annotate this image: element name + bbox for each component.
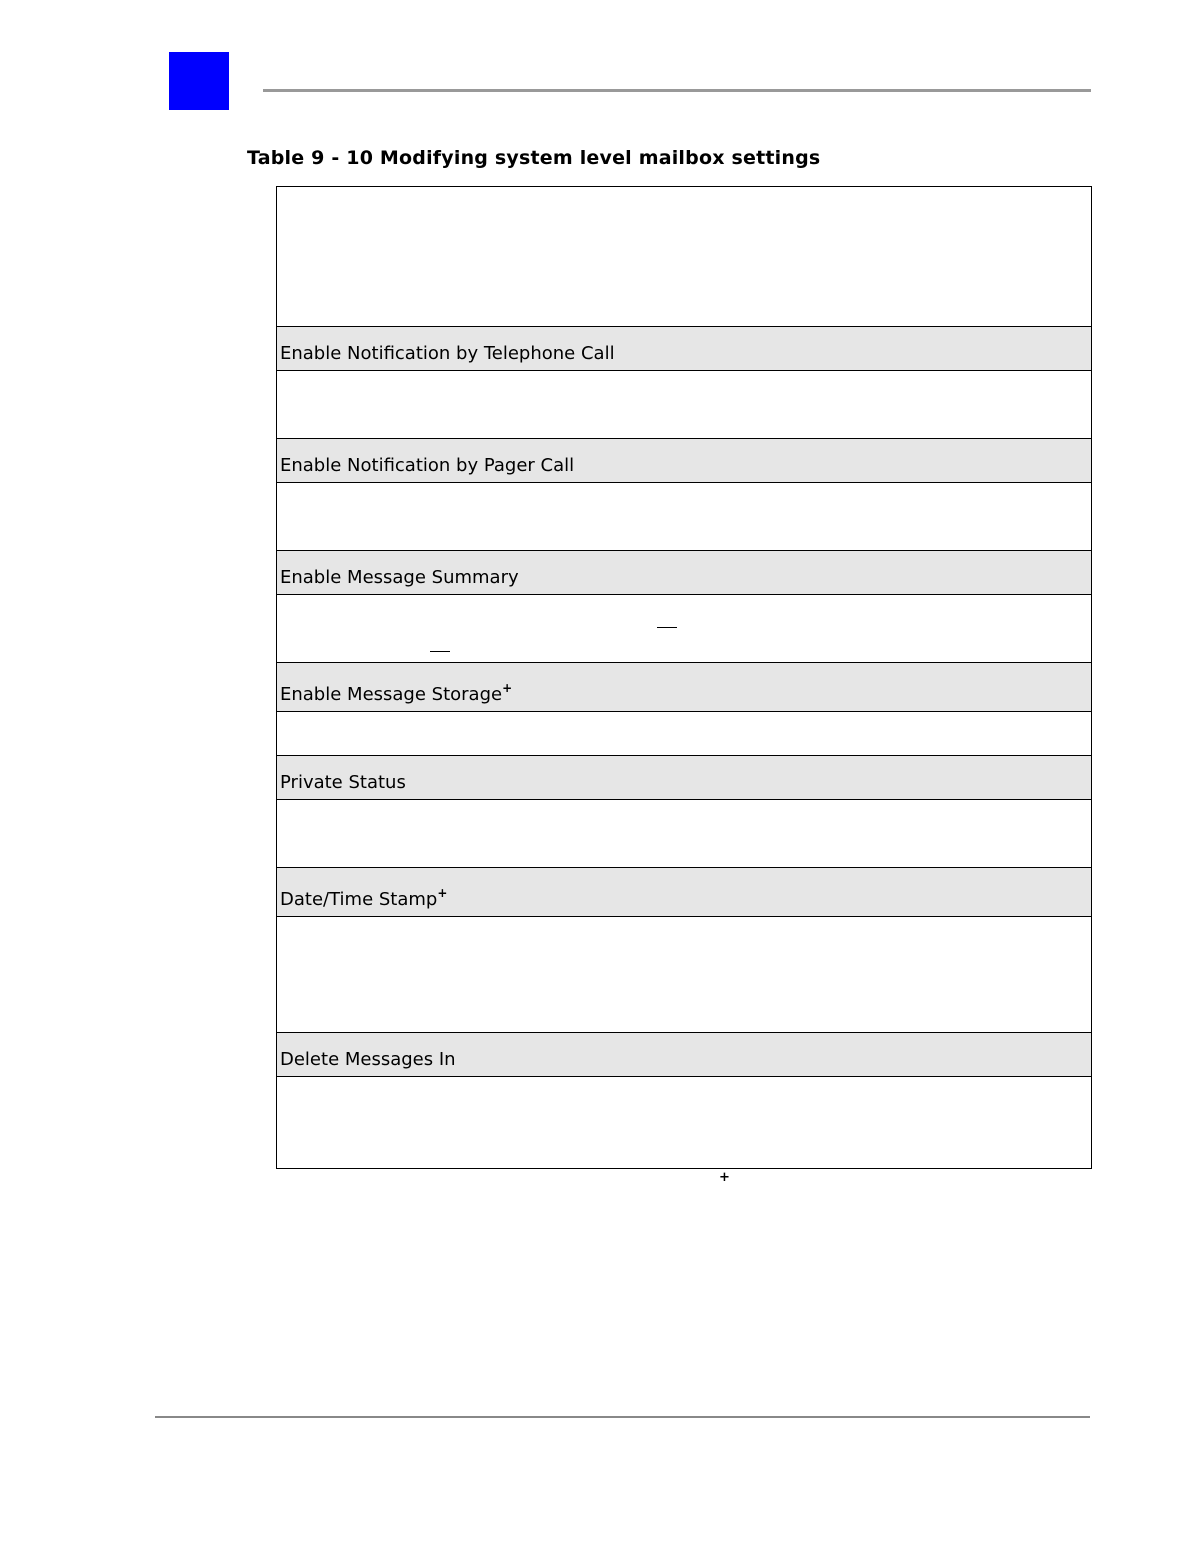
row-heading-label: Date/Time Stamp <box>280 889 438 910</box>
table-body-row <box>277 712 1092 756</box>
footer-rule <box>155 1416 1090 1418</box>
mailbox-settings-table <box>276 186 1092 1169</box>
table-heading-row <box>277 1033 1092 1077</box>
table-body-row <box>277 483 1092 551</box>
table-heading-row <box>277 756 1092 800</box>
table-body-row <box>277 917 1092 1033</box>
row-heading-label: Enable Message Summary <box>280 567 519 588</box>
underline-mark <box>657 627 677 628</box>
table-heading-row <box>277 551 1092 595</box>
row-heading-superscript: + <box>437 886 448 900</box>
table-body-row <box>277 595 1092 663</box>
row-heading-label: Enable Message Storage <box>280 684 503 705</box>
table-heading-row <box>277 663 1092 712</box>
row-heading-label: Enable Notification by Pager Call <box>280 455 575 476</box>
table-body-row <box>277 800 1092 868</box>
underline-mark <box>430 651 450 652</box>
table-caption: Table 9 - 10 Modifying system level mailbox settings <box>247 147 821 169</box>
row-heading-label: Enable Notification by Telephone Call <box>280 343 615 364</box>
table-body-row <box>277 1077 1092 1169</box>
table-heading-row <box>277 439 1092 483</box>
header-rule <box>263 89 1091 92</box>
table-intro-cell <box>277 187 1092 327</box>
table-body-row <box>277 371 1092 439</box>
row-heading-label: Private Status <box>280 772 406 793</box>
footnote-marker: + <box>719 1170 730 1185</box>
table-heading-row <box>277 868 1092 917</box>
row-heading-superscript: + <box>502 681 513 695</box>
chapter-tab <box>169 52 229 110</box>
row-heading-label: Delete Messages In <box>280 1049 456 1070</box>
table-heading-row <box>277 327 1092 371</box>
